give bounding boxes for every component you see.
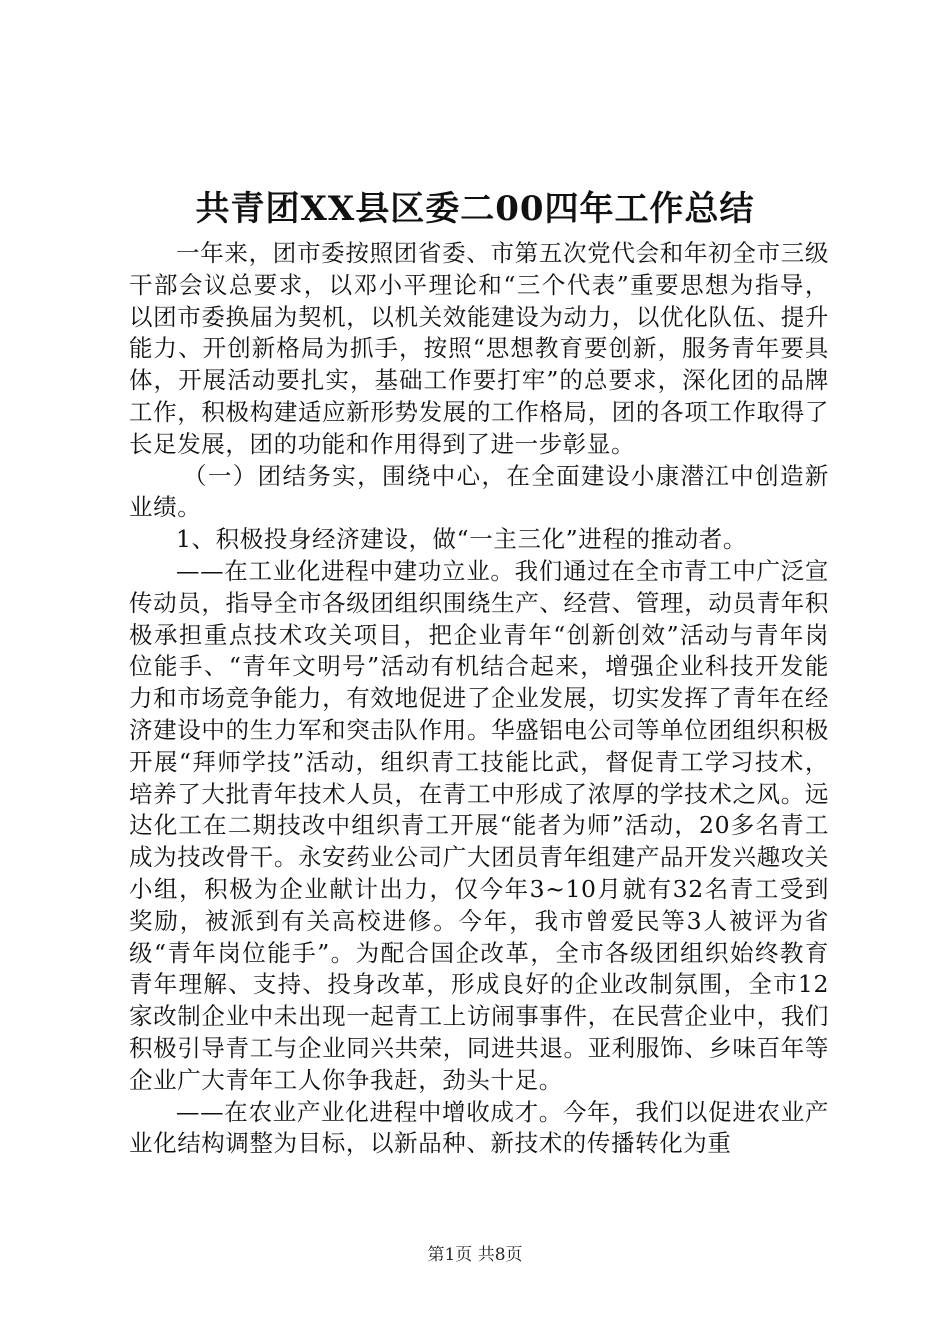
document-body (129, 238, 829, 1160)
subsection-heading-1: 1、积极投身经济建设，做“一主三化”进程的推动者。 (176, 525, 747, 554)
paragraph-intro: 一年来，团市委按照团省委、市第五次党代会和年初全市三级干部会议总要求，以邓小平理论和“三个代表”重要思想为指导，以团市委换届为契机，以机关效能建设为动力，以优化队伍、提升能力、开创新格局为抓手，按照“思想教育要创新，服务青年要具体，开展活动要扎实，基础工作要打牢”的总要求，深化团的品牌工作，积极构建适应新形势发展的工作格局，团的各项工作取得了长足发展，团的功能和作用得到了进一步彰显。 (129, 239, 829, 458)
document-title: 共青团XX县区委二00四年工作总结 (195, 189, 755, 229)
section-heading-1: （一）团结务实，围绕中心，在全面建设小康潜江中创造新业绩。 (129, 461, 829, 522)
page-number-footer: 第1页 共8页 (427, 1245, 523, 1265)
paragraph-agriculture: ——在农业产业化进程中增收成才。今年，我们以促进农业产业化结构调整为目标，以新品种、新技术的传播转化为重 (129, 1097, 829, 1158)
paragraph-industrialization: ——在工业化进程中建功立业。我们通过在全市青工中广泛宣传动员，指导全市各级团组织围绕生产、经营、管理，动员青年积极承担重点技术攻关项目，把企业青年“创新创效”活动与青年岗位能手、“青年文明号”活动有机结合起来，增强企业科技开发能力和市场竞争能力，有效地促进了企业发展，切实发挥了青年在经济建设中的生力军和突击队作用。华盛铝电公司等单位团组织积极开展“拜师学技”活动，组织青工技能比武，督促青工学习技术，培养了大批青年技术人员，在青工中形成了浓厚的学技术之风。远达化工在二期技改中组织青工开展“能者为师”活动，20多名青工成为技改骨干。永安药业公司广大团员青年组建产品开发兴趣攻关小组，积极为企业献计出力，仅今年3~10月就有32名青工受到奖励，被派到有关高校进修。今年，我市曾爱民等3人被评为省级“青年岗位能手”。为配合国企改革，全市各级团组织始终教育青年理解、支持、投身改革，形成良好的企业改制氛围，全市12家改制企业中未出现一起青工上访闹事事件，在民营企业中，我们积极引导青工与企业同兴共荣，同进共退。亚利服饰、乡味百年等企业广大青年工人你争我赶，劲头十足。 (129, 556, 829, 1094)
